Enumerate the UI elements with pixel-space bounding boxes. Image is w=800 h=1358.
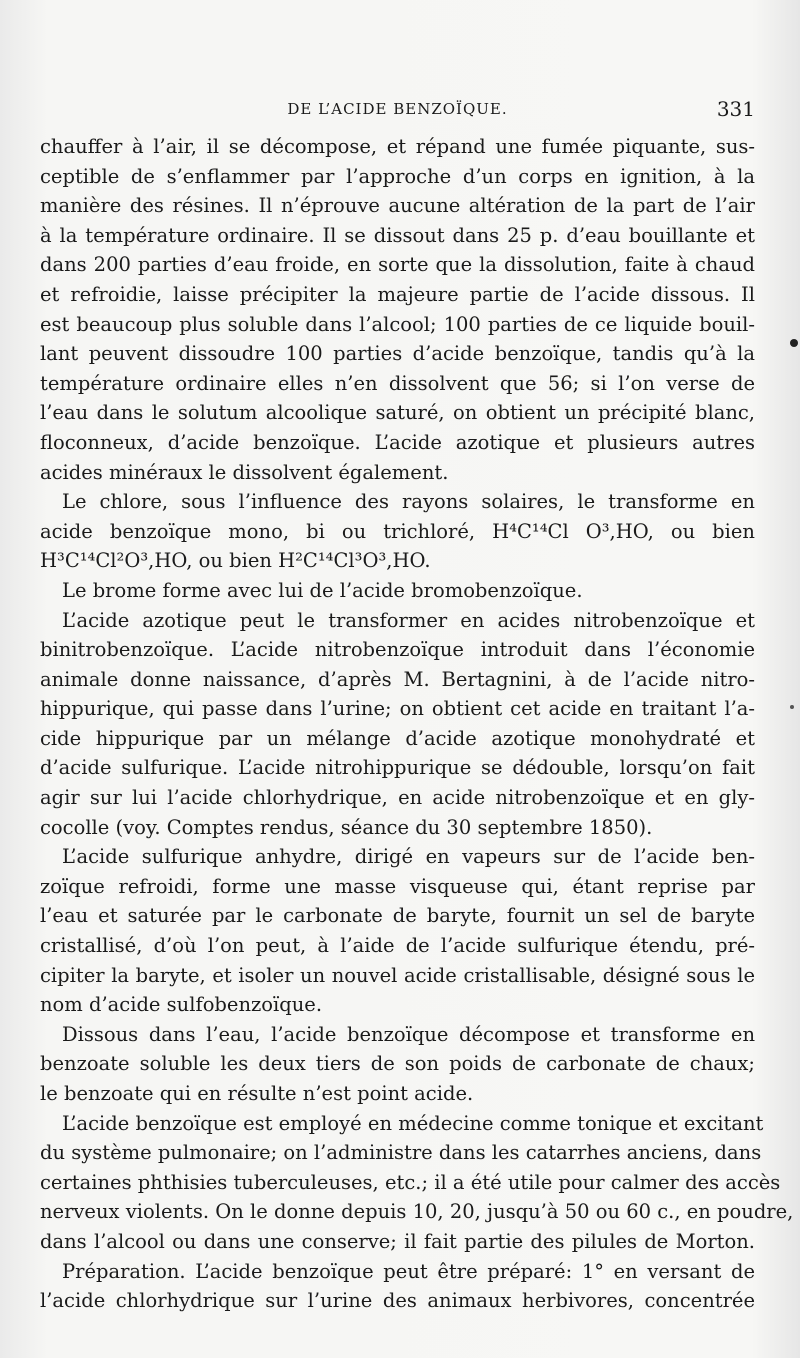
page-body — [40, 132, 794, 1316]
text-line: température ordinaire elles n’en dissolvent que 56; si l’on verse de — [40, 371, 755, 395]
text-line: floconneux, d’acide benzoïque. L’acide azotique et plusieurs autres — [40, 430, 755, 454]
ink-spot — [790, 339, 798, 347]
page-header — [40, 97, 755, 128]
text-line: agir sur lui l’acide chlorhydrique, en acide nitrobenzoïque et en gly- — [40, 786, 755, 810]
text-line: acides minéraux le dissolvent également. — [40, 460, 449, 484]
text-line: L’acide benzoïque est employé en médecine comme tonique et excitant — [62, 1111, 764, 1135]
text-line: d’acide sulfurique. L’acide nitrohippurique se dédouble, lorsqu’on fait — [40, 756, 755, 780]
text-line: chauffer à l’air, il se décompose, et répand une fumée piquante, sus- — [40, 135, 755, 158]
text-line: H³C¹⁴Cl²O³,HO, ou bien H²C¹⁴Cl³O³,HO. — [40, 549, 431, 573]
text-line: animale donne naissance, d’après M. Bertagnini, à de l’acide nitro- — [40, 667, 755, 691]
text-line: nerveux violents. On le donne depuis 10, 20, jusqu’à 50 ou 60 c., en poudre, — [40, 1200, 794, 1224]
ink-spot — [790, 705, 794, 709]
text-line: Le chlore, sous l’influence des rayons solaires, le transforme en — [62, 490, 755, 514]
text-line: manière des résines. Il n’éprouve aucune altération de la part de l’air — [40, 194, 755, 218]
text-line: le benzoate qui en résulte n’est point acide. — [40, 1082, 474, 1105]
text-line: zoïque refroidi, forme une masse visqueuse qui, étant reprise par — [40, 874, 755, 898]
text-line: du système pulmonaire; on l’administre dans les catarrhes anciens, dans — [40, 1141, 762, 1165]
text-line: hippurique, qui passe dans l’urine; on obtient cet acide en traitant l’a- — [40, 697, 755, 721]
text-line: Préparation. L’acide benzoïque peut être préparé: 1° en versant de — [62, 1259, 755, 1283]
text-line: L’acide sulfurique anhydre, dirigé en vapeurs sur de l’acide ben- — [62, 845, 755, 869]
text-line: lant peuvent dissoudre 100 parties d’acide benzoïque, tandis qu’à la — [40, 342, 755, 366]
text-line: et refroidie, laisse précipiter la majeure partie de l’acide dissous. Il — [40, 282, 755, 306]
text-line: nom d’acide sulfobenzoïque. — [40, 993, 323, 1017]
running-head: DE L’ACIDE BENZOÏQUE. — [287, 100, 508, 118]
text-line: dans 200 parties d’eau froide, en sorte que la dissolution, faite à chaud — [40, 253, 755, 277]
text-line: cristallisé, d’où l’on peut, à l’aide de l’acide sulfurique étendu, pré- — [40, 934, 755, 958]
text-line: certaines phthisies tuberculeuses, etc.; il a été utile pour calmer des accès — [40, 1170, 781, 1194]
text-line: est beaucoup plus soluble dans l’alcool; 100 parties de ce liquide bouil- — [40, 312, 755, 336]
text-line: cipiter la baryte, et isoler un nouvel acide cristallisable, désigné sous le — [40, 963, 755, 987]
text-line: cide hippurique par un mélange d’acide azotique monohydraté et — [40, 726, 755, 750]
text-line: dans l’alcool ou dans une conserve; il fait partie des pilules de Morton. — [40, 1229, 755, 1253]
text-line: l’eau dans le solutum alcoolique saturé, on obtient un précipité blanc, — [40, 401, 755, 425]
text-line: l’acide chlorhydrique sur l’urine des animaux herbivores, concentrée — [40, 1289, 755, 1313]
text-line: binitrobenzoïque. L’acide nitrobenzoïque introduit dans l’économie — [40, 638, 755, 662]
text-line: cocolle (voy. Comptes rendus, séance du 30 septembre 1850). — [40, 815, 653, 839]
text-line: ceptible de s’enflammer par l’approche d’un corps en ignition, à la — [40, 164, 755, 188]
text-line: acide benzoïque mono, bi ou trichloré, H⁴C¹⁴Cl O³,HO, ou bien — [40, 519, 755, 543]
text-line: benzoate soluble les deux tiers de son poids de carbonate de chaux; — [40, 1052, 755, 1076]
page-number: 331 — [716, 97, 755, 121]
text-line: Le brome forme avec lui de l’acide bromobenzoïque. — [62, 578, 583, 602]
text-line: l’eau et saturée par le carbonate de baryte, fournit un sel de baryte — [40, 904, 755, 928]
text-line: Dissous dans l’eau, l’acide benzoïque décompose et transforme en — [62, 1022, 755, 1046]
text-line: à la température ordinaire. Il se dissout dans 25 p. d’eau bouillante et — [40, 223, 755, 247]
text-line: L’acide azotique peut le transformer en acides nitrobenzoïque et — [62, 608, 755, 632]
